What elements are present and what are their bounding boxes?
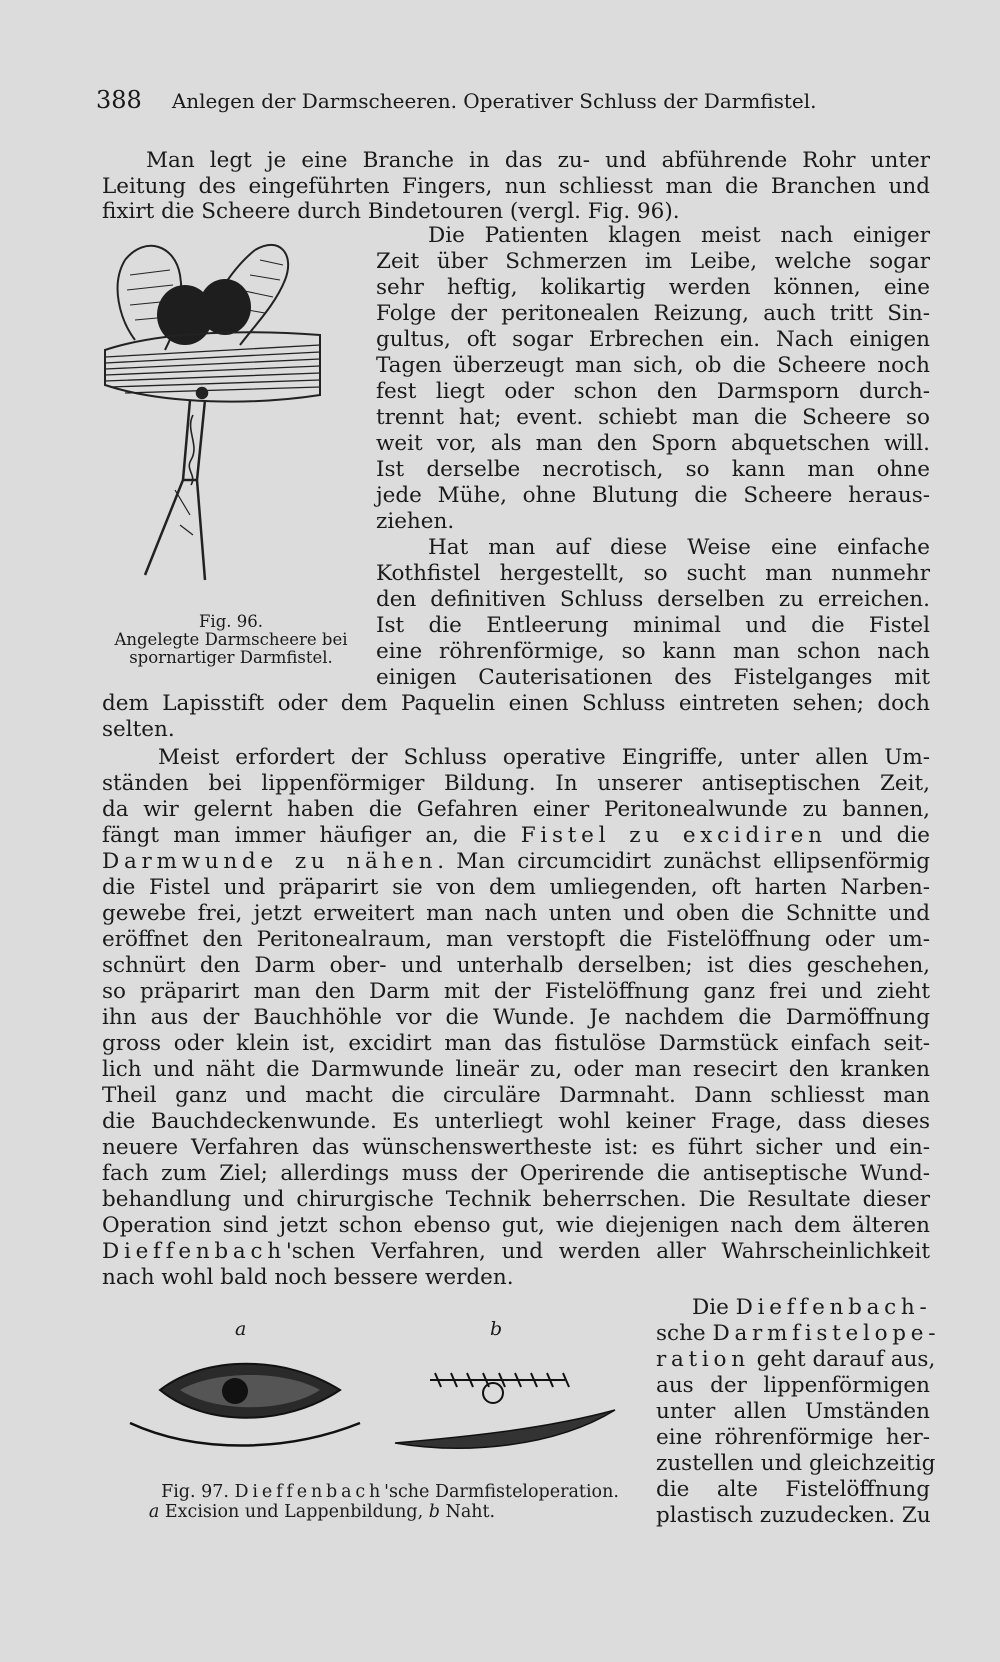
- text-line: behandlung und chirurgische Technik beherrschen. Die Resultate dieser: [102, 1187, 930, 1212]
- text-line: Die Patienten klagen meist nach einiger: [428, 223, 930, 248]
- fig97-caption-text: Excision und Lappenbildung,: [159, 1502, 429, 1522]
- text-line: weit vor, als man den Sporn abquetschen will.: [376, 431, 930, 456]
- text-line: Operation sind jetzt schon ebenso gut, wie diejenigen nach dem älteren: [102, 1213, 930, 1238]
- text-line: plastisch zuzudecken. Zu: [656, 1503, 931, 1528]
- text-span: . Man circumcidirt zunächst ellipsenförmig: [437, 849, 930, 874]
- text-line: neuere Verfahren das wünschenswertheste ist: es führt sicher und ein-: [102, 1135, 930, 1160]
- text-line: eine röhrenförmige, so kann man schon nach: [376, 639, 930, 664]
- emphasis-span: ration: [656, 1347, 750, 1372]
- text-line: den definitiven Schluss derselben zu erreichen.: [376, 587, 930, 612]
- emphasis-span: Fistel zu excidiren: [520, 823, 827, 848]
- text-line: Ist die Entleerung minimal und die Fistel: [376, 613, 930, 638]
- text-line: die Bauchdeckenwunde. Es unterliegt wohl keiner Frage, dass dieses: [102, 1109, 930, 1134]
- text-line: [656, 1347, 936, 1373]
- text-line: ihn aus der Bauchhöhle vor die Wunde. Je nachdem die Darmöffnung: [102, 1005, 930, 1030]
- emphasis-span: Darmwunde zu nähen: [102, 849, 438, 874]
- text-line: nach wohl bald noch bessere werden.: [102, 1265, 514, 1290]
- author-name: Dieffenbach-: [735, 1295, 932, 1320]
- fig97-label-b: b: [490, 1318, 503, 1340]
- text-line: [102, 849, 930, 875]
- text-line: Zeit über Schmerzen im Leibe, welche sogar: [376, 249, 930, 274]
- text-line: einigen Cauterisationen des Fistelganges mit: [376, 665, 930, 690]
- text-line: eröffnet den Peritonealraum, man verstopft die Fistelöffnung oder um-: [102, 927, 930, 952]
- text-line: selten.: [102, 717, 175, 742]
- text-line: fixirt die Scheere durch Bindetouren (vergl. Fig. 96).: [102, 199, 680, 224]
- text-span: 'schen Verfahren, und werden aller Wahrscheinlichkeit: [285, 1239, 930, 1264]
- text-line: [102, 823, 930, 849]
- text-line: [102, 1239, 930, 1265]
- fig97-caption-text: 'sche Darmfisteloperation.: [384, 1482, 619, 1502]
- text-line: Man legt je eine Branche in das zu- und abführende Rohr unter: [146, 148, 930, 173]
- fig97-caption-line2: [112, 1503, 532, 1522]
- fig96-caption-line1: Angelegte Darmscheere bei: [114, 630, 348, 649]
- text-line: ständen bei lippenförmiger Bildung. In unserer antiseptischen Zeit,: [102, 771, 930, 796]
- text-line: [692, 1295, 930, 1321]
- text-span: und die: [826, 823, 930, 848]
- text-line: jede Mühe, ohne Blutung die Scheere heraus-: [376, 483, 930, 508]
- text-span: sche: [656, 1321, 713, 1346]
- text-line: Meist erfordert der Schluss operative Eingriffe, unter allen Um-: [158, 745, 930, 770]
- text-span: fängt man immer häufiger an, die: [102, 823, 521, 848]
- text-line: gewebe frei, jetzt erweitert man nach unten und oben die Schnitte und: [102, 901, 930, 926]
- text-line: aus der lippenförmigen: [656, 1373, 930, 1398]
- text-line: sehr heftig, kolikartig werden können, eine: [376, 275, 930, 300]
- text-line: Ist derselbe necrotisch, so kann man ohne: [376, 457, 930, 482]
- text-line: Leitung des eingeführten Fingers, nun schliesst man die Branchen und: [102, 174, 930, 199]
- fig96-number: Fig. 96.: [198, 612, 264, 631]
- text-line: Theil ganz und macht die circuläre Darmnaht. Dann schliesst man: [102, 1083, 930, 1108]
- fig97-caption-text: Naht.: [439, 1502, 496, 1522]
- text-line: unter allen Umständen: [656, 1399, 930, 1424]
- fig97-number: Fig. 97.: [161, 1482, 229, 1502]
- fig97-caption-label-a: a: [148, 1502, 160, 1522]
- text-line: so präparirt man den Darm mit der Fistelöffnung ganz frei und zieht: [102, 979, 930, 1004]
- fig97-caption-line1: [130, 1483, 650, 1502]
- text-line: Tagen überzeugt man sich, ob die Scheere noch: [376, 353, 930, 378]
- text-line: Hat man auf diese Weise eine einfache: [428, 535, 930, 560]
- text-line: dem Lapisstift oder dem Paquelin einen Schluss eintreten sehen; doch: [102, 691, 930, 716]
- text-line: da wir gelernt haben die Gefahren einer Peritonealwunde zu bannen,: [102, 797, 930, 822]
- fig96-caption-line2: spornartiger Darmfistel.: [129, 648, 333, 667]
- text-line: Folge der peritonealen Reizung, auch tritt Sin-: [376, 301, 930, 326]
- text-line: Kothfistel hergestellt, so sucht man nunmehr: [376, 561, 930, 586]
- fig97-label-a: a: [235, 1318, 247, 1340]
- text-line: die Fistel und präparirt sie von dem umliegenden, oft harten Narben-: [102, 875, 930, 900]
- text-line: fach zum Ziel; allerdings muss der Operirende die antiseptische Wund-: [102, 1161, 930, 1186]
- fig97b-illustration: [385, 1355, 625, 1465]
- text-line: trennt hat; event. schiebt man die Scheere so: [376, 405, 930, 430]
- text-line: gultus, oft sogar Erbrechen ein. Nach einigen: [376, 327, 930, 352]
- emphasis-span: Darmfistelope-: [712, 1321, 941, 1346]
- text-line: eine röhrenförmige her-: [656, 1425, 930, 1450]
- fig97-caption-label-b: b: [428, 1502, 440, 1522]
- text-line: die alte Fistelöffnung: [656, 1477, 930, 1502]
- author-name: Dieffenbach: [102, 1239, 286, 1264]
- author-name: Dieffenbach: [234, 1482, 385, 1502]
- text-line: lich und näht die Darmwunde lineär zu, oder man resecirt den kranken: [102, 1057, 930, 1082]
- page-number: 388: [96, 86, 142, 114]
- running-title: Anlegen der Darmscheeren. Operativer Schluss der Darmfistel.: [171, 89, 817, 113]
- text-span: geht darauf aus,: [749, 1347, 936, 1372]
- fig96-illustration: [105, 235, 365, 625]
- fig97a-illustration: [125, 1355, 365, 1465]
- text-line: gross oder klein ist, excidirt man das fistulöse Darmstück einfach seit-: [102, 1031, 930, 1056]
- text-line: [656, 1321, 941, 1347]
- text-line: fest liegt oder schon den Darmsporn durch-: [376, 379, 930, 404]
- text-line: zustellen und gleichzeitig: [656, 1451, 936, 1476]
- running-header: [96, 86, 856, 114]
- text-span: Die: [692, 1295, 736, 1320]
- text-line: ziehen.: [376, 509, 455, 534]
- text-line: schnürt den Darm ober- und unterhalb derselben; ist dies geschehen,: [102, 953, 930, 978]
